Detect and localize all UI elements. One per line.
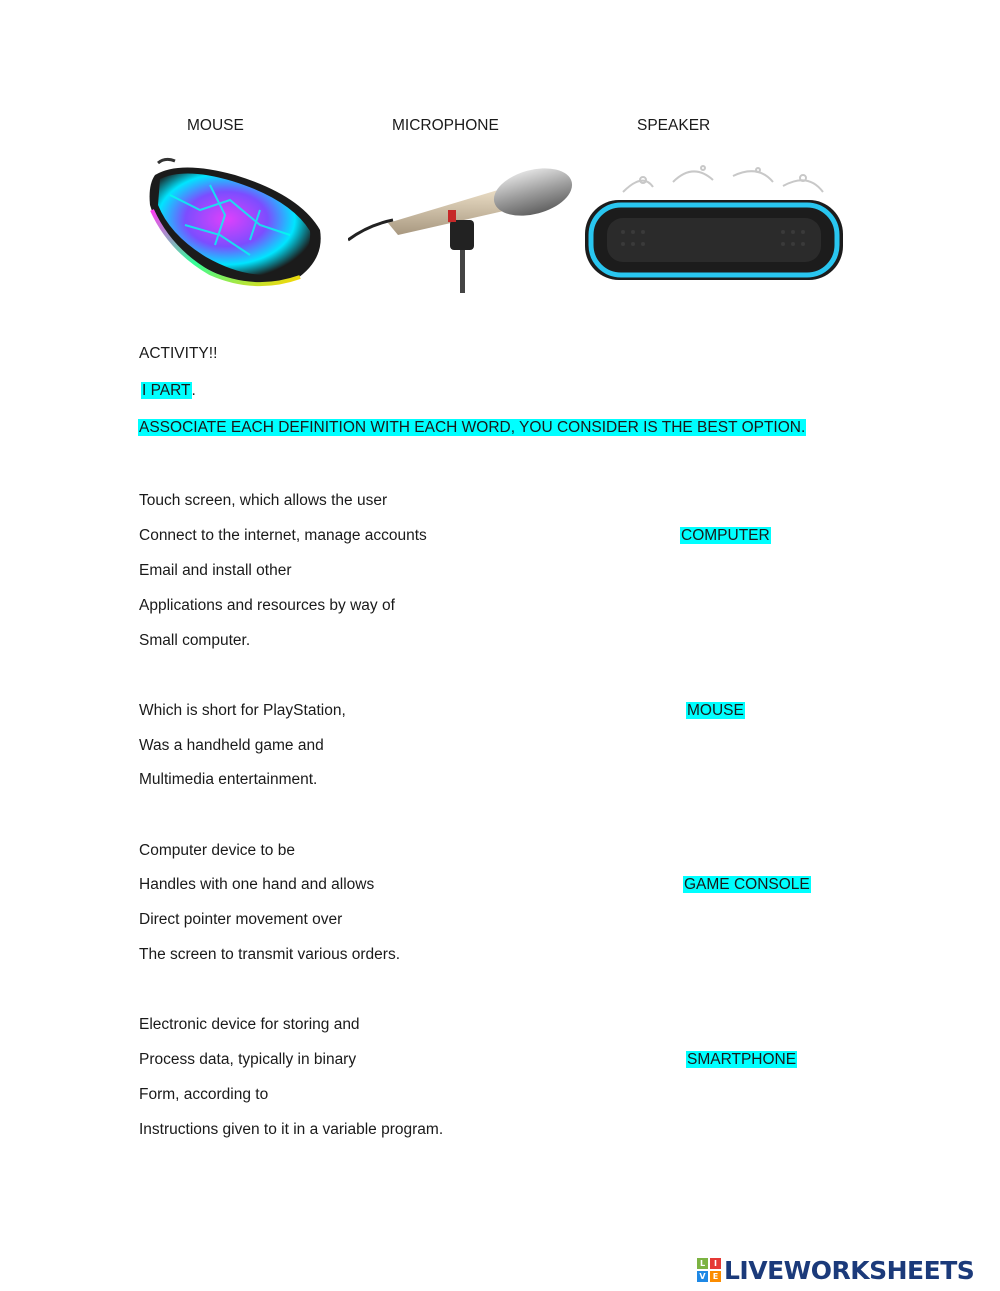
logo-badge-e: E	[710, 1271, 721, 1282]
word-game-console-label: GAME CONSOLE	[684, 876, 810, 893]
definition-2-line-2: Was a handheld game and	[139, 737, 324, 754]
instructions-line	[138, 418, 806, 438]
definition-1-line-1: Touch screen, which allows the user	[139, 492, 388, 509]
definition-4-line-1: Electronic device for storing and	[139, 1016, 360, 1033]
liveworksheets-logo	[697, 1252, 997, 1288]
mouse-picture	[140, 155, 335, 295]
instructions: ASSOCIATE EACH DEFINITION WITH EACH WORD, YOU CONSIDER IS THE BEST OPTION.	[139, 419, 806, 436]
definition-1-line-2: Connect to the internet, manage accounts	[139, 527, 427, 544]
definition-1-line-4: Applications and resources by way of	[139, 597, 395, 614]
part-label: I PART	[142, 382, 191, 399]
definition-4-line-4: Instructions given to it in a variable program.	[139, 1121, 444, 1138]
part-dot: .	[191, 382, 196, 399]
definition-1-line-3: Email and install other	[139, 562, 292, 579]
word-smartphone[interactable]	[686, 1050, 797, 1070]
definition-1-line-5: Small computer.	[139, 632, 251, 649]
activity-title: ACTIVITY!!	[139, 345, 218, 362]
logo-text: LIVEWORKSHEETS	[724, 1255, 975, 1285]
part-heading	[141, 381, 196, 401]
definition-3-line-1: Computer device to be	[139, 842, 295, 859]
definition-4-line-2: Process data, typically in binary	[139, 1051, 357, 1068]
logo-badge-icon	[697, 1258, 721, 1282]
definition-2-line-1: Which is short for PlayStation,	[139, 702, 346, 719]
definition-3-line-4: The screen to transmit various orders.	[139, 946, 401, 963]
word-mouse[interactable]	[686, 701, 745, 721]
word-smartphone-label: SMARTPHONE	[687, 1051, 797, 1068]
definition-4-line-3: Form, according to	[139, 1086, 269, 1103]
definition-2-line-3: Multimedia entertainment.	[139, 771, 318, 788]
definition-3-line-2: Handles with one hand and allows	[139, 876, 375, 893]
mouse-image-label: MOUSE	[187, 117, 244, 134]
logo-badge-i: I	[710, 1258, 721, 1269]
speaker-image-label: SPEAKER	[637, 117, 711, 134]
microphone-picture	[348, 165, 578, 293]
logo-badge-v: V	[697, 1271, 708, 1282]
word-computer[interactable]	[680, 526, 771, 546]
logo-badge-l: L	[697, 1258, 708, 1269]
word-computer-label: COMPUTER	[681, 527, 770, 544]
speaker-picture	[583, 162, 845, 284]
word-game-console[interactable]	[683, 875, 811, 895]
word-mouse-label: MOUSE	[687, 702, 744, 719]
microphone-image-label: MICROPHONE	[392, 117, 499, 134]
definition-3-line-3: Direct pointer movement over	[139, 911, 343, 928]
